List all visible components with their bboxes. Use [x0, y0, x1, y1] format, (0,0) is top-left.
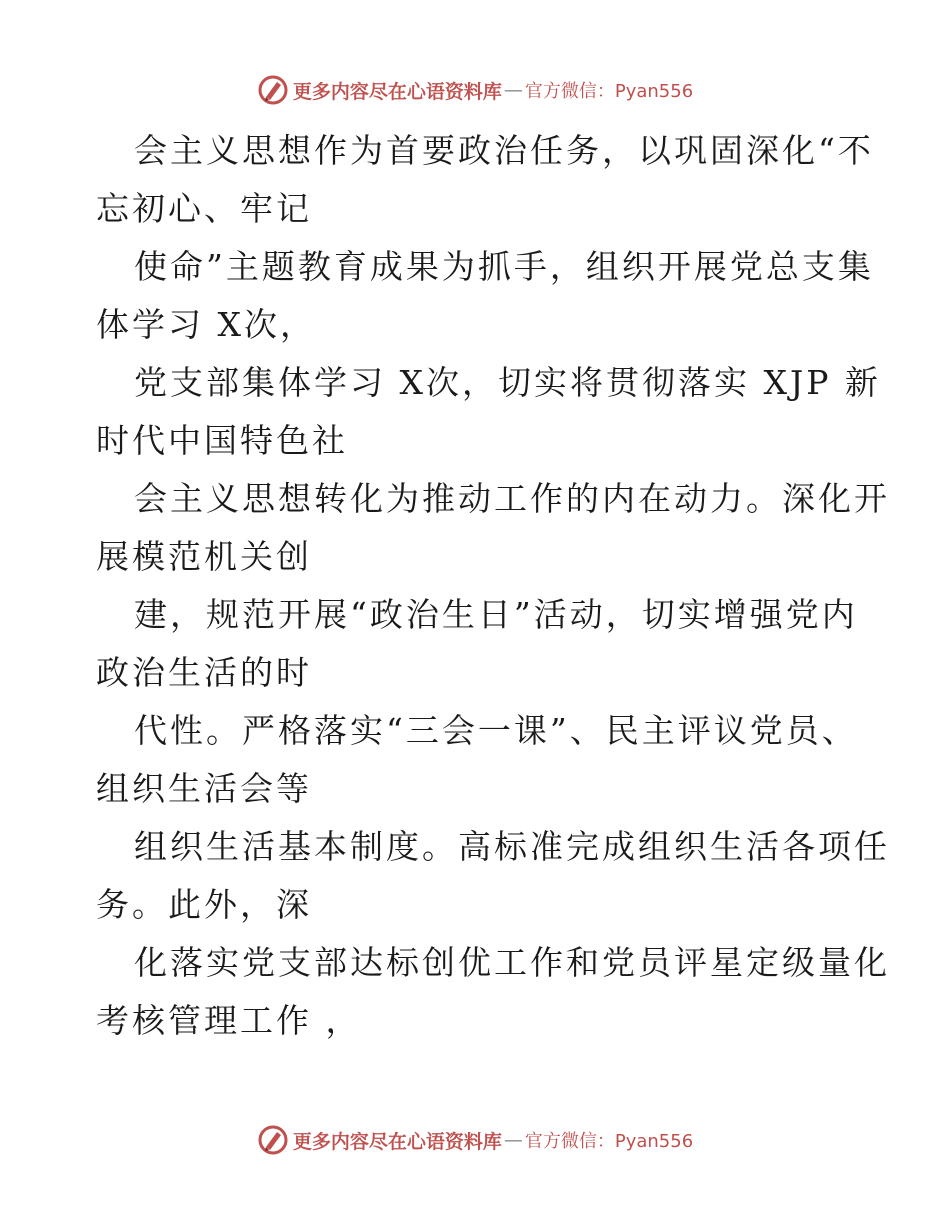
- paragraph: [96, 586, 856, 702]
- header-banner: [0, 70, 950, 110]
- paragraph-line: 展模范机关创: [96, 537, 312, 576]
- paragraph-line: 会主义思想转化为推动工作的内在动力。深化开: [134, 479, 890, 518]
- banner-contact: 官方微信：Pyan556: [524, 81, 694, 102]
- paragraph-line: 时代中国特色社: [96, 421, 348, 460]
- paragraph-line: 政治生活的时: [96, 653, 312, 692]
- paragraph-line: 代性。严格落实“三会一课”、民主评议党员、: [134, 711, 858, 750]
- footer-banner: [0, 1120, 950, 1160]
- banner-separator: —: [503, 79, 523, 101]
- banner-separator: —: [503, 1129, 523, 1151]
- paragraph-line: 建，规范开展“政治生日”活动，切实增强党内: [134, 595, 858, 634]
- paragraph: [96, 354, 881, 470]
- paragraph: [96, 702, 856, 818]
- paragraph: [96, 934, 890, 1050]
- paragraph-line: 忘初心、牢记: [96, 189, 312, 228]
- paragraph-line: 务。此外，深: [96, 885, 312, 924]
- document-body: [96, 122, 890, 1050]
- banner-title: 更多内容尽在心语资料库: [292, 1130, 502, 1153]
- pen-logo-icon: [257, 74, 289, 106]
- paragraph-line: 考核管理工作 ，: [96, 1001, 362, 1040]
- banner-contact: 官方微信：Pyan556: [524, 1131, 694, 1152]
- paragraph-line: 组织生活会等: [96, 769, 312, 808]
- paragraph-line: 体学习 X次，: [96, 305, 316, 344]
- paragraph: [96, 470, 890, 586]
- paragraph-line: 使命”主题教育成果为抓手，组织开展党总支集: [134, 247, 874, 286]
- paragraph: [96, 122, 874, 238]
- paragraph-line: 化落实党支部达标创优工作和党员评星定级量化: [134, 943, 890, 982]
- banner-title: 更多内容尽在心语资料库: [292, 80, 502, 103]
- paragraph-line: 党支部集体学习 X次，切实将贯彻落实 XJP 新: [134, 363, 881, 402]
- paragraph: [96, 238, 874, 354]
- paragraph-line: 组织生活基本制度。高标准完成组织生活各项任: [134, 827, 890, 866]
- paragraph: [96, 818, 890, 934]
- paragraph-line: 会主义思想作为首要政治任务，以巩固深化“不: [134, 131, 874, 170]
- pen-logo-icon: [257, 1124, 289, 1156]
